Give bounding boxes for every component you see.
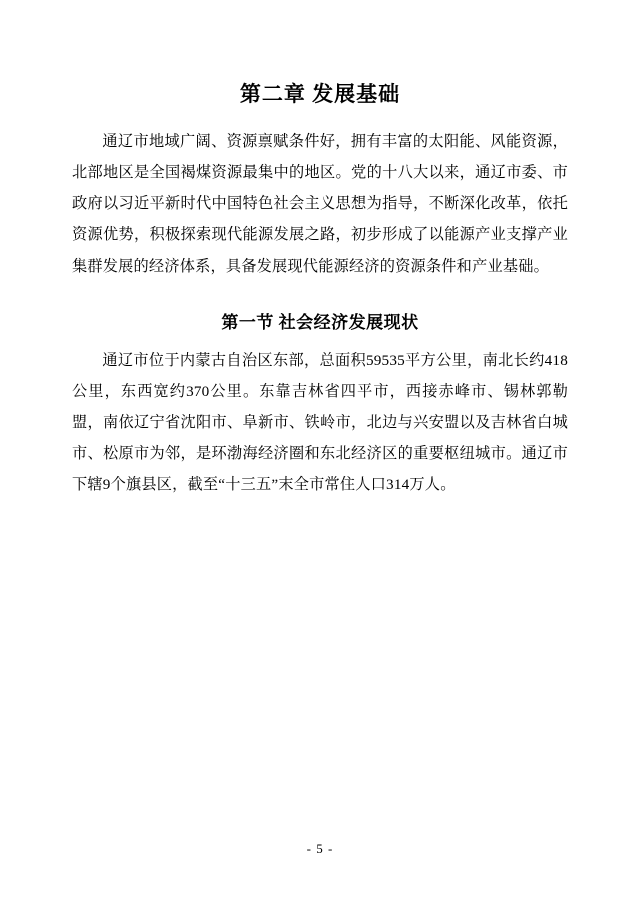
page-number: - 5 - bbox=[306, 841, 334, 856]
intro-paragraph: 通辽市地域广阔、资源禀赋条件好，拥有丰富的太阳能、风能资源，北部地区是全国褐煤资源最集中的地区。党的十八大以来，通辽市委、市政府以习近平新时代中国特色社会主义思想为指导，不断深化改革，依托资源优势，积极探索现代能源发展之路，初步形成了以能源产业支撑产业集群发展的经济体系，具备发展现代能源经济的资源条件和产业基础。 bbox=[72, 133, 568, 275]
chapter-title: 第二章 发展基础 bbox=[239, 82, 401, 106]
section-paragraph: 通辽市位于内蒙古自治区东部，总面积59535平方公里，南北长约418公里，东西宽约370公里。东靠吉林省四平市，西接赤峰市、锡林郭勒盟，南依辽宁省沈阳市、阜新市、铁岭市，北边与兴安盟以及吉林省白城市、松原市为邻，是环渤海经济圈和东北经济区的重要枢纽城市。通辽市下辖9个旗县区，截至“十三五”末全市常住人口314万人。 bbox=[72, 351, 568, 494]
section-title: 第一节 社会经济发展现状 bbox=[221, 312, 419, 332]
